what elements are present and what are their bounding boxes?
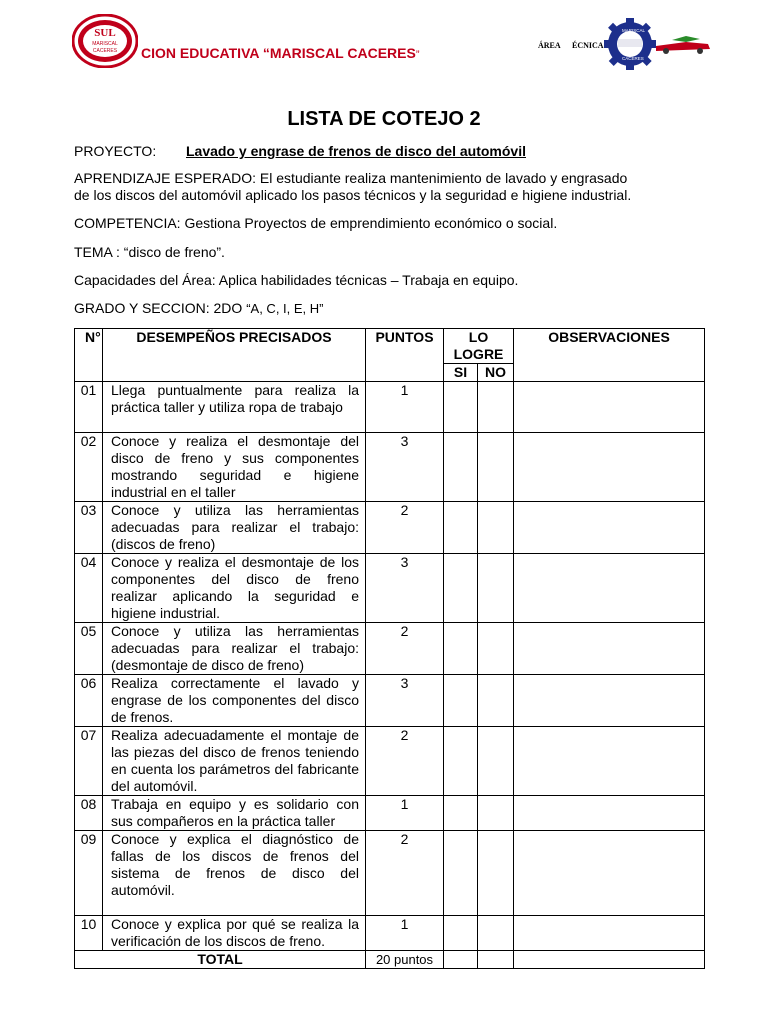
table-row — [75, 727, 705, 796]
header-lo-logre: LO LOGRE — [444, 329, 514, 364]
grado-label: GRADO Y SECCION: 2DO — [74, 300, 247, 316]
row-number: 03 — [75, 502, 103, 554]
row-desempeno: Conoce y utiliza las herramientas adecuadas para realizar el trabajo: (discos de freno) — [103, 502, 366, 554]
row-number: 04 — [75, 554, 103, 623]
table-row — [75, 831, 705, 916]
row-number: 08 — [75, 796, 103, 831]
row-number: 01 — [75, 382, 103, 433]
row-si-cell — [444, 796, 478, 831]
proyecto-label: PROYECTO: — [74, 143, 157, 159]
row-desempeno: Trabaja en equipo y es solidario con sus compañeros en la práctica taller — [103, 796, 366, 831]
row-number: 10 — [75, 916, 103, 951]
row-no-cell — [478, 831, 514, 916]
row-puntos: 1 — [366, 916, 444, 951]
row-number: 05 — [75, 623, 103, 675]
row-no-cell — [478, 796, 514, 831]
row-observaciones-cell — [514, 675, 705, 727]
header-no: NO — [478, 364, 514, 382]
row-puntos: 3 — [366, 554, 444, 623]
logo-left-text-1: SUL — [94, 27, 116, 39]
row-desempeno: Conoce y utiliza las herramientas adecuadas para realizar el trabajo: (desmontaje de disco de freno) — [103, 623, 366, 675]
row-observaciones-cell — [514, 727, 705, 796]
row-no-cell — [478, 623, 514, 675]
total-value: 20 puntos — [366, 951, 444, 969]
total-observaciones-cell — [514, 951, 705, 969]
row-desempeno: Realiza adecuadamente el montaje de las piezas del disco de frenos teniendo en cuenta los parámetros del fabricante del automóvil. — [103, 727, 366, 796]
row-observaciones-cell — [514, 382, 705, 433]
table-row — [75, 433, 705, 502]
row-si-cell — [444, 554, 478, 623]
header-desempenos: DESEMPEÑOS PRECISADOS — [103, 329, 366, 382]
table-row — [75, 675, 705, 727]
logo-right-text-1: ÁREA — [538, 41, 561, 50]
total-label: TOTAL — [75, 951, 366, 969]
header-si: SI — [444, 364, 478, 382]
institution-name — [141, 45, 420, 61]
institution-name-quote: ” — [415, 49, 420, 61]
logo-left-text-2: MARISCAL — [92, 41, 118, 47]
grado-seccion — [74, 300, 324, 317]
institution-name-text: CION EDUCATIVA “MARISCAL CACERES — [141, 45, 416, 61]
row-number: 06 — [75, 675, 103, 727]
row-si-cell — [444, 831, 478, 916]
row-si-cell — [444, 623, 478, 675]
row-observaciones-cell — [514, 554, 705, 623]
row-desempeno: Conoce y explica el diagnóstico de fallas de los discos de frenos del sistema de frenos de disco del automóvil. — [103, 831, 366, 916]
row-puntos: 1 — [366, 796, 444, 831]
row-no-cell — [478, 382, 514, 433]
row-number: 02 — [75, 433, 103, 502]
tema-text: TEMA : “disco de freno”. — [74, 244, 225, 260]
aprendizaje-line-2: de los discos del automóvil aplicado los pasos técnicos y la seguridad e higiene industrial. — [74, 187, 632, 203]
logo-right-text-2: ÉCNICA — [572, 41, 604, 50]
row-desempeno: Conoce y realiza el desmontaje de los componentes del disco de freno realizar aplicando la seguridad e higiene industrial. — [103, 554, 366, 623]
table-row — [75, 796, 705, 831]
capacidades-text: Capacidades del Área: Aplica habilidades técnicas – Trabaja en equipo. — [74, 272, 519, 288]
row-si-cell — [444, 433, 478, 502]
row-no-cell — [478, 554, 514, 623]
row-si-cell — [444, 675, 478, 727]
proyecto-value: Lavado y engrase de frenos de disco del automóvil — [186, 143, 526, 159]
row-puntos: 2 — [366, 623, 444, 675]
row-no-cell — [478, 727, 514, 796]
row-observaciones-cell — [514, 916, 705, 951]
row-si-cell — [444, 916, 478, 951]
aprendizaje-line-1: APRENDIZAJE ESPERADO: El estudiante realiza mantenimiento de lavado y engrasado — [74, 170, 628, 186]
row-si-cell — [444, 382, 478, 433]
header-n: N° — [75, 329, 103, 382]
table-row — [75, 916, 705, 951]
row-puntos: 2 — [366, 831, 444, 916]
row-puntos: 3 — [366, 675, 444, 727]
row-puntos: 3 — [366, 433, 444, 502]
logo-right-text-3: MARISCAL — [622, 28, 646, 33]
table-row — [75, 554, 705, 623]
row-observaciones-cell — [514, 831, 705, 916]
area-tecnica-logo — [536, 18, 714, 70]
row-si-cell — [444, 727, 478, 796]
school-crest-logo — [72, 14, 138, 68]
row-observaciones-cell — [514, 623, 705, 675]
total-si-cell — [444, 951, 478, 969]
logo-right-text-4: CACERES — [622, 56, 644, 61]
row-number: 09 — [75, 831, 103, 916]
row-no-cell — [478, 916, 514, 951]
row-desempeno: Conoce y explica por qué se realiza la verificación de los discos de freno. — [103, 916, 366, 951]
competencia-text: COMPETENCIA: Gestiona Proyectos de emprendimiento económico o social. — [74, 215, 558, 231]
document-header — [0, 0, 768, 80]
row-desempeno: Llega puntualmente para realiza la práctica taller y utiliza ropa de trabajo — [103, 382, 366, 433]
header-observaciones: OBSERVACIONES — [514, 329, 705, 382]
row-no-cell — [478, 433, 514, 502]
row-puntos: 2 — [366, 502, 444, 554]
row-observaciones-cell — [514, 502, 705, 554]
total-no-cell — [478, 951, 514, 969]
row-observaciones-cell — [514, 433, 705, 502]
document-title: LISTA DE COTEJO 2 — [287, 108, 481, 130]
header-puntos: PUNTOS — [366, 329, 444, 382]
row-puntos: 1 — [366, 382, 444, 433]
grado-value: “A, C, I, E, H” — [246, 301, 324, 316]
checklist-table — [74, 328, 705, 969]
row-desempeno: Conoce y realiza el desmontaje del disco de freno y sus componentes mostrando seguridad e higiene industrial en el taller — [103, 433, 366, 502]
row-no-cell — [478, 675, 514, 727]
row-si-cell — [444, 502, 478, 554]
table-row — [75, 382, 705, 433]
table-row — [75, 502, 705, 554]
row-observaciones-cell — [514, 796, 705, 831]
logo-left-text-3: CACERES — [92, 48, 118, 54]
row-no-cell — [478, 502, 514, 554]
row-desempeno: Realiza correctamente el lavado y engrase de los componentes del disco de frenos. — [103, 675, 366, 727]
row-puntos: 2 — [366, 727, 444, 796]
table-row — [75, 623, 705, 675]
row-number: 07 — [75, 727, 103, 796]
